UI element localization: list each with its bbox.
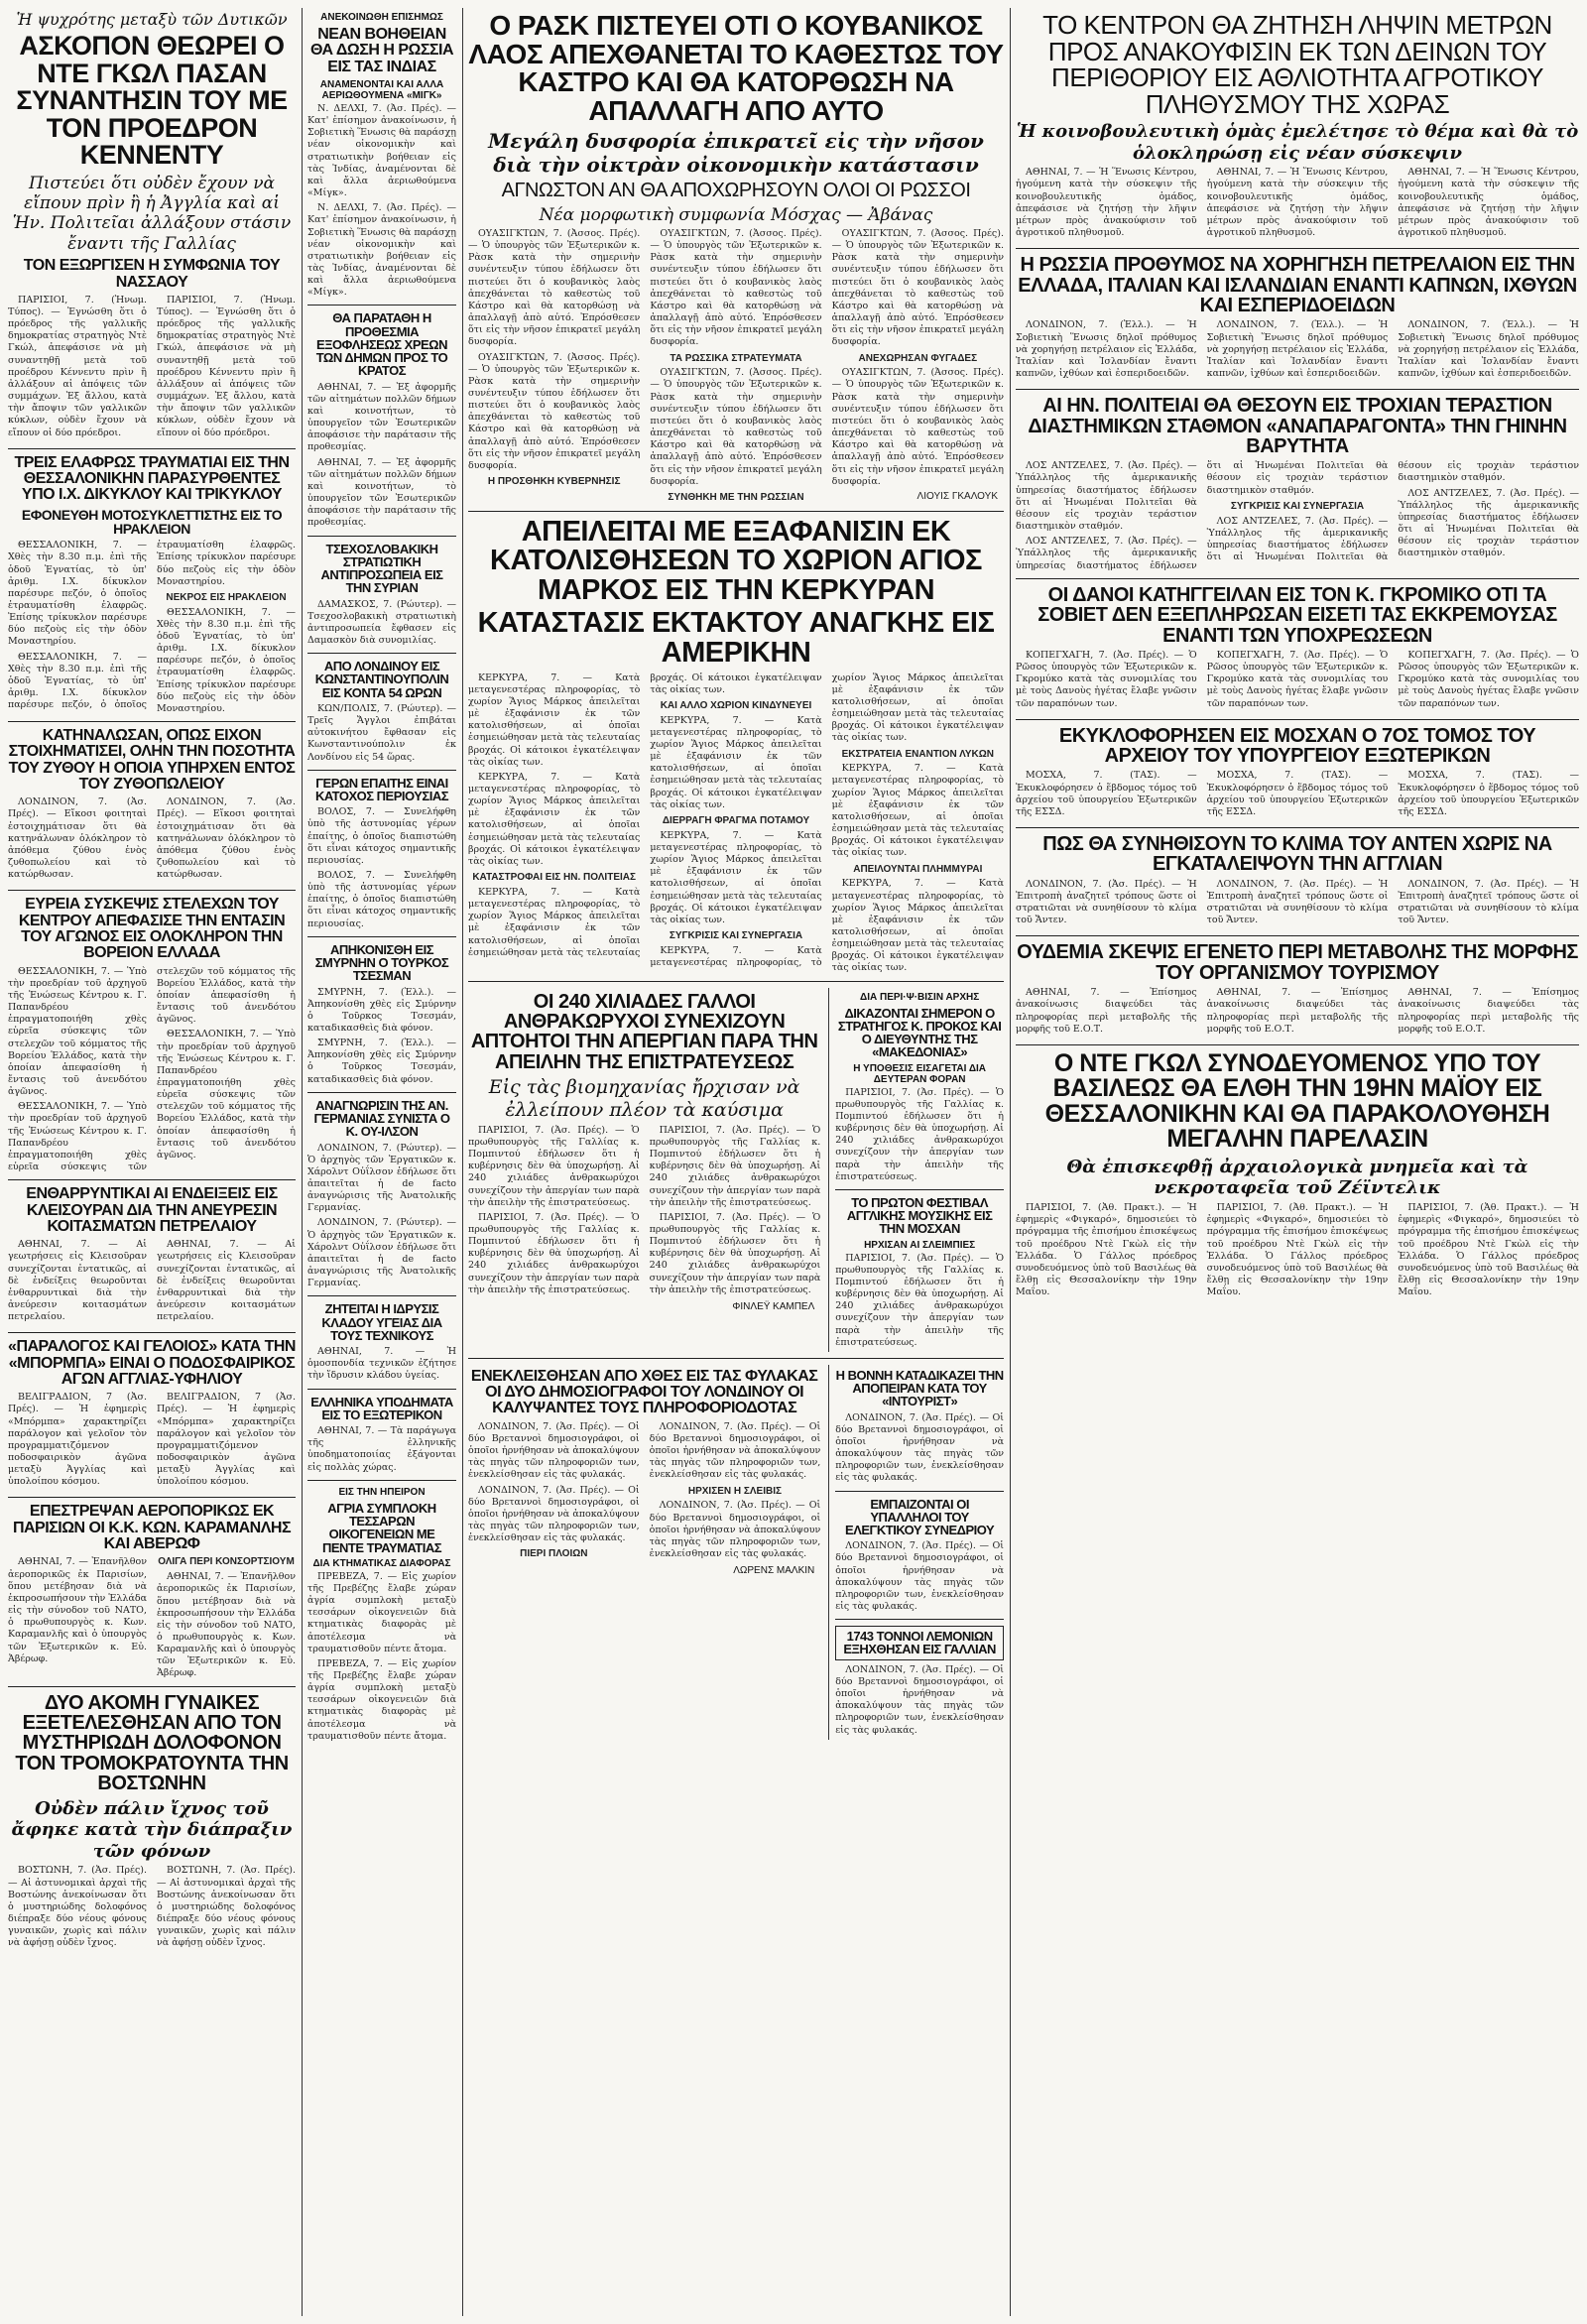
article-body: ΛΟΝΔΙΝΟΝ, 7. (Ἀσ. Πρές). — Οἱ δύο Βρεταννοὶ δημοσιογράφοι, οἱ ὁποῖοι ἠρνήθησαν νὰ ἀποκαλύψουν τὰς πηγὰς τῶν πληροφοριῶν των, ἐνεκλείσθησαν εἰς τὰς φυλακάς. xyxy=(835,1540,1004,1613)
subheading: ΣΥΓΚΡΙΣΙΣ ΚΑΙ ΣΥΝΕΡΓΑΣΙΑ xyxy=(669,929,803,941)
divider xyxy=(307,770,456,771)
headline: ΕΚΥΚΛΟΦΟΡΗΣΕΝ ΕΙΣ ΜΟΣΧΑΝ Ο 7ΟΣ ΤΟΜΟΣ ΤΟΥ ΑΡΧΕΙΟΥ ΤΟΥ ΥΠΟΥΡΓΕΙΟΥ ΕΞΩΤΕΡΙΚΩΝ xyxy=(1058,724,1536,768)
headline: ΟΙ 240 ΧΙΛΙΑΔΕΣ ΓΑΛΛΟΙ ΑΝΘΡΑΚΩΡΥΧΟΙ ΣΥΝΕΧΙΖΟΥΝ ΑΠΤΟΗΤΟΙ ΤΗΝ ΑΠΕΡΓΙΑΝ ΠΑΡΑ ΤΗΝ ΑΠΕΙΛΗΝ ΤΗΣ ΕΠΙΣΤΡΑΤΕΥΣΕΩΣ xyxy=(470,990,818,1073)
subheading: ΑΝΑΜΕΝΟΝΤΑΙ ΚΑΙ ΑΛΛΑ ΑΕΡΙΩΘΟΥΜΕΝΑ «ΜΙΓΚ» xyxy=(319,78,444,101)
subheading: ΔΙΑ ΚΤΗΜΑΤΙΚΑΣ ΔΙΑΦΟΡΑΣ xyxy=(312,1557,451,1569)
side-articles-bottom xyxy=(828,1365,1004,1740)
divider xyxy=(1016,935,1579,936)
deck: Οὐδὲν πάλιν ἴχνος τοῦ ἄφηκε κατὰ τὴν διάπραξιν τῶν φόνων xyxy=(11,1797,293,1862)
article-body: ΛΟΝΔΙΝΟΝ, 7. (Ρώυτερ). — Ὁ ἀρχηγὸς τῶν Ἐργατικῶν κ. Χάρολντ Οὐΐλσον ἐδήλωσε ὅτι ἀπαιτεῖται ἡ de facto ἀναγνώρισις τῆς Ἀνατολικῆς Γερμανίας. ΛΟΝΔΙΝΟΝ, 7. (Ρώυτερ). — Ὁ ἀρχηγὸς τῶν Ἐργατικῶν κ. Χάρολντ Οὐΐλσον ἐδήλωσε ὅτι ἀπαιτεῖται ἡ de facto ἀναγνώρισις τῆς Ἀνατολικῆς Γερμανίας. xyxy=(307,1142,456,1289)
subheading: ΚΑΤΑΣΤΡΟΦΑΙ ΕΙΣ ΗΝ. ΠΟΛΙΤΕΙΑΣ xyxy=(472,872,636,884)
subheading: ΠΙΕΡΙ ΠΛΟΙΩΝ xyxy=(520,1548,588,1560)
article-body: ΛΟΝΔΙΝΟΝ, 7. (Ἀσ. Πρές). — Ἡ Ἐπιτροπὴ ἀναζητεῖ τρόπους ὥστε οἱ στρατιῶται νὰ συνηθίσουν τὸ κλίμα τοῦ Ἄντεν. ΛΟΝΔΙΝΟΝ, 7. (Ἀσ. Πρές). — Ἡ Ἐπιτροπὴ ἀναζητεῖ τρόπους ὥστε οἱ στρατιῶται νὰ συνηθίσουν τὸ κλίμα τοῦ Ἄντεν. ΛΟΝΔΙΝΟΝ, 7. (Ἀσ. Πρές). — Ἡ Ἐπιτροπὴ ἀναζητεῖ τρόπους ὥστε οἱ στρατιῶται νὰ συνηθίσουν τὸ κλίμα τοῦ Ἄντεν. xyxy=(1016,878,1579,926)
headline: ΕΥΡΕΙΑ ΣΥΣΚΕΨΙΣ ΣΤΕΛΕΧΩΝ ΤΟΥ ΚΕΝΤΡΟΥ ΑΠΕΦΑΣΙΣΕ ΤΗΝ ΕΝΤΑΣΙΝ ΤΟΥ ΑΓΩΝΟΣ ΕΙΣ ΟΛΟΚΛΗΡΟΝ ΤΗΝ ΒΟΡΕΙΟΝ ΕΛΛΑΔΑ xyxy=(18,896,286,962)
article-body: ΑΘΗΝΑΙ, 7. — Ἐπανῆλθον ἀεροπορικῶς ἐκ Παρισίων, ὅπου μετέβησαν διὰ νὰ ἐκπροσωπήσουν τὴν Ἑλλάδα εἰς τὴν σύνοδον τοῦ ΝΑΤΟ, ὁ πρωθυπουργὸς κ. Κων. Καραμανλῆς καὶ ὁ ὑπουργὸς τῶν Ἐξωτερικῶν κ. Εὐ. Ἀβέρωφ. ΟΛΙΓΑ ΠΕΡΙ ΚΟΝΣΟΡΤΣΙΟΥΜ ΑΘΗΝΑΙ, 7. — Ἐπανῆλθον ἀεροπορικῶς ἐκ Παρισίων, ὅπου μετέβησαν διὰ νὰ ἐκπροσωπήσουν τὴν Ἑλλάδα εἰς τὴν σύνοδον τοῦ ΝΑΤΟ, ὁ πρωθυπουργὸς κ. Κων. Καραμανλῆς καὶ ὁ ὑπουργὸς τῶν Ἐξωτερικῶν κ. Εὐ. Ἀβέρωφ. xyxy=(8,1556,296,1679)
kicker: Ἡ ψυχρότης μεταξὺ τῶν Δυτικῶν xyxy=(16,10,288,29)
article-body: ΑΘΗΝΑΙ, 7. — Ἡ Ἕνωσις Κέντρου, ἠγούμενη κατὰ τὴν σύσκεψιν τῆς κοινοβουλευτικῆς ὁμάδος, ἀπεφάσισε νὰ ζητήσῃ τὴν λῆψιν μέτρων πρὸς ἀνακούφισιν τοῦ ἀγροτικοῦ πληθυσμοῦ. ΑΘΗΝΑΙ, 7. — Ἡ Ἕνωσις Κέντρου, ἠγούμενη κατὰ τὴν σύσκεψιν τῆς κοινοβουλευτικῆς ὁμάδος, ἀπεφάσισε νὰ ζητήσῃ τὴν λῆψιν μέτρων πρὸς ἀνακούφισιν τοῦ ἀγροτικοῦ πληθυσμοῦ. ΑΘΗΝΑΙ, 7. — Ἡ Ἕνωσις Κέντρου, ἠγούμενη κατὰ τὴν σύσκεψιν τῆς κοινοβουλευτικῆς ὁμάδος, ἀπεφάσισε νὰ ζητήσῃ τὴν λῆψιν μέτρων πρὸς ἀνακούφισιν τοῦ ἀγροτικοῦ πληθυσμοῦ. xyxy=(1016,167,1579,239)
subheading: ΔΙΕΡΡΑΓΗ ΦΡΑΓΜΑ ΠΟΤΑΜΟΥ xyxy=(662,814,810,826)
headline: ΤΣΕΧΟΣΛΟΒΑΚΙΚΗ ΣΤΡΑΤΙΩΤΙΚΗ ΑΝΤΙΠΡΟΣΩΠΕΙΑ ΕΙΣ ΤΗΝ ΣΥΡΙΑΝ xyxy=(320,541,443,596)
headline: ΤΡΕΙΣ ΕΛΑΦΡΩΣ ΤΡΑΥΜΑΤΙΑΙ ΕΙΣ ΤΗΝ ΘΕΣΣΑΛΟΝΙΚΗΝ ΠΑΡΑΣΥΡΘΕΝΤΕΣ ΥΠΟ Ι.Χ. ΔΙΚΥΚΛΟΥ ΚΑΙ ΤΡΙΚΥΚΛΟΥ xyxy=(14,453,290,504)
article-body: ΔΑΜΑΣΚΟΣ, 7. (Ρώυτερ). — Τσεχοσλοβακικὴ στρατιωτικὴ ἀντιπροσωπεία ἔφθασεν εἰς Δαμασκὸν διὰ συνομιλίας. xyxy=(307,598,456,647)
headline: 1743 ΤΟΝΝΟΙ ΛΕΜΟΝΙΩΝ ΕΞΗΧΘΗΣΑΝ ΕΙΣ ΓΑΛΛΙΑΝ xyxy=(835,1626,1004,1660)
divider xyxy=(1016,1044,1579,1045)
subheading: ΕΙΣ ΤΗΝ ΗΠΕΙΡΟΝ xyxy=(338,1486,426,1498)
article-body: ΠΑΡΙΣΙΟΙ, 7. (Ἠνωμ. Τύπος). — Ἐγνώσθη ὅτι ὁ πρόεδρος τῆς γαλλικῆς δημοκρατίας στρατηγὸς Ντὲ Γκώλ, ἀπεφάσισε νὰ μὴ συναντηθῇ μετὰ τοῦ προέδρου Κέννεντυ πρὶν ἢ ἀλλάξουν αἱ ἀπόψεις τῶν συμμάχων. Ἐξ ἄλλου, κατὰ τὴν ἄποψιν τῶν γαλλικῶν κύκλων, οὐδὲν ἔχουν νὰ εἴπουν οἱ δύο πρόεδροι. ΠΑΡΙΣΙΟΙ, 7. (Ἠνωμ. Τύπος). — Ἐγνώσθη ὅτι ὁ πρόεδρος τῆς γαλλικῆς δημοκρατίας στρατηγὸς Ντὲ Γκώλ, ἀπεφάσισε νὰ μὴ συναντηθῇ μετὰ τοῦ προέδρου Κέννεντυ πρὶν ἢ ἀλλάξουν αἱ ἀπόψεις τῶν συμμάχων. Ἐξ ἄλλου, κατὰ τὴν ἄποψιν τῶν γαλλικῶν κύκλων, οὐδὲν ἔχουν νὰ εἴπουν οἱ δύο πρόεδροι. xyxy=(8,294,296,438)
headline: ΑΠΟ ΛΟΝΔΙΝΟΥ ΕΙΣ ΚΩΝΣΤΑΝΤΙΝΟΥΠΟΛΙΝ ΕΙΣ ΚΟΝΤΑ 54 ΩΡΩΝ xyxy=(314,659,449,700)
article-body: ΚΕΡΚΥΡΑ, 7. — Κατὰ μεταγενεστέρας πληροφορίας, τὸ χωρίον Ἅγιος Μάρκος ἀπειλεῖται μὲ ἐξαφάνισιν ἐκ τῶν κατολισθήσεων, αἱ ὁποῖαι ἐσημειώθησαν μετὰ τὰς τελευταίας βροχάς. Οἱ κάτοικοι ἐγκατέλειψαν τὰς οἰκίας των. ΚΕΡΚΥΡΑ, 7. — Κατὰ μεταγενεστέρας πληροφορίας, τὸ χωρίον Ἅγιος Μάρκος ἀπειλεῖται μὲ ἐξαφάνισιν ἐκ τῶν κατολισθήσεων, αἱ ὁποῖαι ἐσημειώθησαν μετὰ τὰς τελευταίας βροχάς. Οἱ κάτοικοι ἐγκατέλειψαν τὰς οἰκίας των. ΚΑΤΑΣΤΡΟΦΑΙ ΕΙΣ ΗΝ. ΠΟΛΙΤΕΙΑΣ ΚΕΡΚΥΡΑ, 7. — Κατὰ μεταγενεστέρας πληροφορίας, τὸ χωρίον Ἅγιος Μάρκος ἀπειλεῖται μὲ ἐξαφάνισιν ἐκ τῶν κατολισθήσεων, αἱ ὁποῖαι ἐσημειώθησαν μετὰ τὰς τελευταίας βροχάς. Οἱ κάτοικοι ἐγκατέλειψαν τὰς οἰκίας των. ΚΑΙ ΑΛΛΟ ΧΩΡΙΟΝ ΚΙΝΔΥΝΕΥΕΙ ΚΕΡΚΥΡΑ, 7. — Κατὰ μεταγενεστέρας πληροφορίας, τὸ χωρίον Ἅγιος Μάρκος ἀπειλεῖται μὲ ἐξαφάνισιν ἐκ τῶν κατολισθήσεων, αἱ ὁποῖαι ἐσημειώθησαν μετὰ τὰς τελευταίας βροχάς. Οἱ κάτοικοι ἐγκατέλειψαν τὰς οἰκίας των. ΔΙΕΡΡΑΓΗ ΦΡΑΓΜΑ ΠΟΤΑΜΟΥ ΚΕΡΚΥΡΑ, 7. — Κατὰ μεταγενεστέρας πληροφορίας, τὸ χωρίον Ἅγιος Μάρκος ἀπειλεῖται μὲ ἐξαφάνισιν ἐκ τῶν κατολισθήσεων, αἱ ὁποῖαι ἐσημειώθησαν μετὰ τὰς τελευταίας βροχάς. Οἱ κάτοικοι ἐγκατέλειψαν τὰς οἰκίας των. ΣΥΓΚΡΙΣΙΣ ΚΑΙ ΣΥΝΕΡΓΑΣΙΑ ΚΕΡΚΥΡΑ, 7. — Κατὰ μεταγενεστέρας πληροφορίας, τὸ χωρίον Ἅγιος Μάρκος ἀπειλεῖται μὲ ἐξαφάνισιν ἐκ τῶν κατολισθήσεων, αἱ ὁποῖαι ἐσημειώθησαν μετὰ τὰς τελευταίας βροχάς. Οἱ κάτοικοι ἐγκατέλειψαν τὰς οἰκίας των. ΕΚΣΤΡΑΤΕΙΑ ΕΝΑΝΤΙΟΝ ΛΥΚΩΝ ΚΕΡΚΥΡΑ, 7. — Κατὰ μεταγενεστέρας πληροφορίας, τὸ χωρίον Ἅγιος Μάρκος ἀπειλεῖται μὲ ἐξαφάνισιν ἐκ τῶν κατολισθήσεων, αἱ ὁποῖαι ἐσημειώθησαν μετὰ τὰς τελευταίας βροχάς. Οἱ κάτοικοι ἐγκατέλειψαν τὰς οἰκίας των. ΑΠΕΙΛΟΥΝΤΑΙ ΠΛΗΜΜΥΡΑΙ ΚΕΡΚΥΡΑ, 7. — Κατὰ μεταγενεστέρας πληροφορίας, τὸ χωρίον Ἅγιος Μάρκος ἀπειλεῖται μὲ ἐξαφάνισιν ἐκ τῶν κατολισθήσεων, αἱ ὁποῖαι ἐσημειώθησαν μετὰ τὰς τελευταίας βροχάς. Οἱ κάτοικοι ἐγκατέλειψαν τὰς οἰκίας των. xyxy=(468,672,1004,974)
subheading: ΟΛΙΓΑ ΠΕΡΙ ΚΟΝΣΟΡΤΣΙΟΥΜ xyxy=(158,1556,295,1568)
divider xyxy=(1016,578,1579,579)
article-body: ΜΟΣΧΑ, 7. (ΤΑΣ). — Ἐκυκλοφόρησεν ὁ ἕβδομος τόμος τοῦ ἀρχείου τοῦ ὑπουργείου Ἐξωτερικῶν τῆς ΕΣΣΔ. ΜΟΣΧΑ, 7. (ΤΑΣ). — Ἐκυκλοφόρησεν ὁ ἕβδομος τόμος τοῦ ἀρχείου τοῦ ὑπουργείου Ἐξωτερικῶν τῆς ΕΣΣΔ. ΜΟΣΧΑ, 7. (ΤΑΣ). — Ἐκυκλοφόρησεν ὁ ἕβδομος τόμος τοῦ ἀρχείου τοῦ ὑπουργείου Ἐξωτερικῶν τῆς ΕΣΣΔ. xyxy=(1016,770,1579,817)
divider xyxy=(8,1179,296,1180)
headline: ΔΙΚΑΖΟΝΤΑΙ ΣΗΜΕΡΟΝ Ο ΣΤΡΑΤΗΓΟΣ Κ. ΠΡΟΚΟΣ ΚΑΙ Ο ΔΙΕΥΘΥΝΤΗΣ ΤΗΣ «ΜΑΚΕΔΟΝΙΑΣ» xyxy=(837,1005,1002,1060)
subheading: ΑΠΕΙΛΟΥΝΤΑΙ ΠΛΗΜΜΥΡΑΙ xyxy=(853,863,983,875)
subheading: Η ΠΡΟΣΘΗΚΗ ΚΥΒΕΡΝΗΣΙΣ xyxy=(487,476,621,488)
bottom-block xyxy=(468,1365,1004,1740)
divider xyxy=(307,1295,456,1296)
kicker: ΑΝΕΚΟΙΝΩΘΗ ΕΠΙΣΗΜΩΣ xyxy=(320,12,443,23)
article-body: ΑΘΗΝΑΙ, 7. — Τὰ παράγωγα τῆς ἑλληνικῆς ὑποδηματοποιίας ἐξάγονται εἰς πολλὰς χώρας. xyxy=(307,1425,456,1473)
divider xyxy=(307,1092,456,1093)
article-body: ΒΟΣΤΩΝΗ, 7. (Ἀσ. Πρές). — Αἱ ἀστυνομικαὶ ἀρχαὶ τῆς Βοστώνης ἀνεκοίνωσαν ὅτι ὁ μυστηριώδης δολοφόνος διέπραξε δύο νέους φόνους γυναικῶν, χωρὶς καὶ πάλιν νὰ ἀφήσῃ οὐδὲν ἴχνος. ΒΟΣΤΩΝΗ, 7. (Ἀσ. Πρές). — Αἱ ἀστυνομικαὶ ἀρχαὶ τῆς Βοστώνης ἀνεκοίνωσαν ὅτι ὁ μυστηριώδης δολοφόνος διέπραξε δύο νέους φόνους γυναικῶν, χωρὶς καὶ πάλιν νὰ ἀφήσῃ οὐδὲν ἴχνος. xyxy=(8,1865,296,1949)
headline: ΑΓΡΙΑ ΣΥΜΠΛΟΚΗ ΤΕΣΣΑΡΩΝ ΟΙΚΟΓΕΝΕΙΩΝ ΜΕ ΠΕΝΤΕ ΤΡΑΥΜΑΤΙΑΣ xyxy=(321,1500,442,1555)
subheading: ΤΑ ΡΩΣΣΙΚΑ ΣΤΡΑΤΕΥΜΑΤΑ xyxy=(670,352,802,364)
article-body: ΒΟΛΟΣ, 7. — Συνελήφθη ὑπὸ τῆς ἀστυνομίας γέρων ἐπαίτης, ὁ ὁποῖος διαπιστώθη ὅτι εἶναι κάτοχος σημαντικῆς περιουσίας. ΒΟΛΟΣ, 7. — Συνελήφθη ὑπὸ τῆς ἀστυνομίας γέρων ἐπαίτης, ὁ ὁποῖος διαπιστώθη ὅτι εἶναι κάτοχος σημαντικῆς περιουσίας. xyxy=(307,806,456,929)
headline: ΚΑΤΗΝΑΛΩΣΑΝ, ΟΠΩΣ ΕΙΧΟΝ ΣΤΟΙΧΗΜΑΤΙΣΕΙ, ΟΛΗΝ ΤΗΝ ΠΟΣΟΤΗΤΑ ΤΟΥ ΖΥΘΟΥ Η ΟΠΟΙΑ ΥΠΗΡΧΕΝ ΕΝΤΟΣ ΤΟΥ ΖΥΘΟΠΩΛΕΙΟΥ xyxy=(8,727,296,793)
headline: ΔΥΟ ΑΚΟΜΗ ΓΥΝΑΙΚΕΣ ΕΞΕΤΕΛΕΣΘΗΣΑΝ ΑΠΟ ΤΟΝ ΜΥΣΤΗΡΙΩΔΗ ΔΟΛΟΦΟΝΟΝ ΤΟΝ ΤΡΟΜΟΚΡΑΤΟΥΝΤΑ ΤΗΝ ΒΟΣΤΩΝΗΝ xyxy=(15,1691,289,1795)
divider xyxy=(835,1619,1004,1620)
headline: Ο ΝΤΕ ΓΚΩΛ ΣΥΝΟΔΕΥΟΜΕΝΟΣ ΥΠΟ ΤΟΥ ΒΑΣΙΛΕΩΣ ΘΑ ΕΛΘΗ ΤΗΝ 19ΗΝ ΜΑΪΟΥ ΕΙΣ ΘΕΣΣΑΛΟΝΙΚΗΝ ΚΑΙ ΘΑ ΠΑΡΑΚΟΛΟΥΘΗΣΗ ΜΕΓΑΛΗΝ ΠΑΡΕΛΑΣΙΝ xyxy=(1044,1048,1550,1154)
subheading: Η ΥΠΟΘΕΣΙΣ ΕΙΣΑΓΕΤΑΙ ΔΙΑ ΔΕΥΤΕΡΑΝ ΦΟΡΑΝ xyxy=(853,1062,987,1085)
divider xyxy=(468,511,1004,512)
side-articles xyxy=(828,988,1004,1352)
article-body: ΛΟΝΔΙΝΟΝ, 7. (Ἀσ. Πρές). — Οἱ δύο Βρεταννοὶ δημοσιογράφοι, οἱ ὁποῖοι ἠρνήθησαν νὰ ἀποκαλύψουν τὰς πηγὰς τῶν πληροφοριῶν των, ἐνεκλείσθησαν εἰς τὰς φυλακάς. xyxy=(835,1411,1004,1484)
subheading: ΕΚΣΤΡΑΤΕΙΑ ΕΝΑΝΤΙΟΝ ΛΥΚΩΝ xyxy=(841,748,995,760)
headline: ΑΙ ΗΝ. ΠΟΛΙΤΕΙΑΙ ΘΑ ΘΕΣΟΥΝ ΕΙΣ ΤΡΟΧΙΑΝ ΤΕΡΑΣΤΙΟΝ ΔΙΑΣΤΗΜΙΚΩΝ ΣΤΑΘΜΟΝ «ΑΝΑΠΑΡΑΓΟΝΤΑ» ΤΗΝ ΓΗΙΝΗΝ ΒΑΡΥΤΗΤΑ xyxy=(1028,395,1567,457)
article-body: ΣΜΥΡΝΗ, 7. (Ἑλλ.). — Ἀπηκονίσθη χθὲς εἰς Σμύρνην ὁ Τοῦρκος Τσεσμάν, καταδικασθεὶς διὰ φόνον. ΣΜΥΡΝΗ, 7. (Ἑλλ.). — Ἀπηκονίσθη χθὲς εἰς Σμύρνην ὁ Τοῦρκος Τσεσμάν, καταδικασθεὶς διὰ φόνον. xyxy=(307,986,456,1085)
subheading: ΗΡΧΙΣΑΝ ΑΙ ΣΛΕΙΜΠΙΕΣ xyxy=(864,1239,976,1251)
deck: Πιστεύει ὅτι οὐδὲν ἔχουν νὰ εἴπουν πρὶν ἢ ἡ Ἀγγλία καὶ αἱ Ἡν. Πολιτεῖαι ἀλλάξουν στάσιν ἔναντι τῆς Γαλλίας xyxy=(12,173,292,254)
column-4 xyxy=(1016,8,1579,1301)
divider xyxy=(8,721,296,722)
article-body: ΒΕΛΙΓΡΑΔΙΟΝ, 7 (Ἀσ. Πρές). — Ἡ ἐφημερὶς «Μπόρμπα» χαρακτηρίζει παράλογον καὶ γελοῖον τὸν προγραμματιζόμενον ποδοσφαιρικὸν ἀγῶνα μεταξὺ Ἀγγλίας καὶ ὑπολοίπου κόσμου. ΒΕΛΙΓΡΑΔΙΟΝ, 7 (Ἀσ. Πρές). — Ἡ ἐφημερὶς «Μπόρμπα» χαρακτηρίζει παράλογον καὶ γελοῖον τὸν προγραμματιζόμενον ποδοσφαιρικὸν ἀγῶνα μεταξὺ Ἀγγλίας καὶ ὑπολοίπου κόσμου. xyxy=(8,1392,296,1488)
divider xyxy=(8,1332,296,1333)
divider xyxy=(307,1389,456,1390)
article-body: ΚΟΠΕΓΧΑΓΗ, 7. (Ἀσ. Πρές). — Ὁ Ρῶσος ὑπουργὸς τῶν Ἐξωτερικῶν κ. Γκρομύκο κατὰ τὰς συνομιλίας του μὲ τοὺς Δανοὺς ἡγέτας ἔλαβε γνῶσιν τῶν παραπόνων των. ΚΟΠΕΓΧΑΓΗ, 7. (Ἀσ. Πρές). — Ὁ Ρῶσος ὑπουργὸς τῶν Ἐξωτερικῶν κ. Γκρομύκο κατὰ τὰς συνομιλίας του μὲ τοὺς Δανοὺς ἡγέτας ἔλαβε γνῶσιν τῶν παραπόνων των. ΚΟΠΕΓΧΑΓΗ, 7. (Ἀσ. Πρές). — Ὁ Ρῶσος ὑπουργὸς τῶν Ἐξωτερικῶν κ. Γκρομύκο κατὰ τὰς συνομιλίας του μὲ τοὺς Δανοὺς ἡγέτας ἔλαβε γνῶσιν τῶν παραπόνων των. xyxy=(1016,649,1579,709)
headline: Ο ΡΑΣΚ ΠΙΣΤΕΥΕΙ ΟΤΙ Ο ΚΟΥΒΑΝΙΚΟΣ ΛΑΟΣ ΑΠΕΧΘΑΝΕΤΑΙ ΤΟ ΚΑΘΕΣΤΩΣ ΤΟΥ ΚΑΣΤΡΟ ΚΑΙ ΘΑ ΚΑΤΟΡΘΩΣΗ ΝΑ ΑΠΑΛΛΑΓΗ ΑΠΟ ΑΥΤΟ xyxy=(468,10,1004,126)
divider xyxy=(307,536,456,537)
article-body: ΠΑΡΙΣΙΟΙ, 7. (Ἀσ. Πρές). — Ὁ πρωθυπουργὸς τῆς Γαλλίας κ. Πομπιντού ἐδήλωσεν ὅτι ἡ κυβέρνησις δὲν θὰ ὑποχωρήσῃ. Αἱ 240 χιλιάδες ἀνθρακωρύχοι συνεχίζουν τὴν ἀπεργίαν των παρὰ τὴν ἀπειλὴν τῆς ἐπιστρατεύσεως. ΠΑΡΙΣΙΟΙ, 7. (Ἀσ. Πρές). — Ὁ πρωθυπουργὸς τῆς Γαλλίας κ. Πομπιντού ἐδήλωσεν ὅτι ἡ κυβέρνησις δὲν θὰ ὑποχωρήσῃ. Αἱ 240 χιλιάδες ἀνθρακωρύχοι συνεχίζουν τὴν ἀπεργίαν των παρὰ τὴν ἀπειλὴν τῆς ἐπιστρατεύσεως. ΠΑΡΙΣΙΟΙ, 7. (Ἀσ. Πρές). — Ὁ πρωθυπουργὸς τῆς Γαλλίας κ. Πομπιντού ἐδήλωσεν ὅτι ἡ κυβέρνησις δὲν θὰ ὑποχωρήσῃ. Αἱ 240 χιλιάδες ἀνθρακωρύχοι συνεχίζουν τὴν ἀπεργίαν των παρὰ τὴν ἀπειλὴν τῆς ἐπιστρατεύσεως. ΠΑΡΙΣΙΟΙ, 7. (Ἀσ. Πρές). — Ὁ πρωθυπουργὸς τῆς Γαλλίας κ. Πομπιντού ἐδήλωσεν ὅτι ἡ κυβέρνησις δὲν θὰ ὑποχωρήσῃ. Αἱ 240 χιλιάδες ἀνθρακωρύχοι συνεχίζουν τὴν ἀπεργίαν των παρὰ τὴν ἀπειλὴν τῆς ἐπιστρατεύσεως. xyxy=(468,1124,821,1295)
article-body: ΠΑΡΙΣΙΟΙ, 7. (Ἀθ. Πρακτ.). — Ἡ ἐφημερὶς «Φιγκαρό», δημοσιεύει τὸ πρόγραμμα τῆς ἐπισήμου ἐπισκέψεως τοῦ προέδρου Ντὲ Γκὼλ εἰς τὴν Ἑλλάδα. Ὁ Γάλλος πρόεδρος συνοδευόμενος ὑπὸ τοῦ Βασιλέως θὰ ἔλθῃ εἰς Θεσσαλονίκην τὴν 19ην Μαΐου. ΠΑΡΙΣΙΟΙ, 7. (Ἀθ. Πρακτ.). — Ἡ ἐφημερὶς «Φιγκαρό», δημοσιεύει τὸ πρόγραμμα τῆς ἐπισήμου ἐπισκέψεως τοῦ προέδρου Ντὲ Γκὼλ εἰς τὴν Ἑλλάδα. Ὁ Γάλλος πρόεδρος συνοδευόμενος ὑπὸ τοῦ Βασιλέως θὰ ἔλθῃ εἰς Θεσσαλονίκην τὴν 19ην Μαΐου. ΠΑΡΙΣΙΟΙ, 7. (Ἀθ. Πρακτ.). — Ἡ ἐφημερὶς «Φιγκαρό», δημοσιεύει τὸ πρόγραμμα τῆς ἐπισήμου ἐπισκέψεως τοῦ προέδρου Ντὲ Γκὼλ εἰς τὴν Ἑλλάδα. Ὁ Γάλλος πρόεδρος συνοδευόμενος ὑπὸ τοῦ Βασιλέως θὰ ἔλθῃ εἰς Θεσσαλονίκην τὴν 19ην Μαΐου. xyxy=(1016,1202,1579,1298)
headline: ΖΗΤΕΙΤΑΙ Η ΙΔΡΥΣΙΣ ΚΛΑΔΟΥ ΥΓΕΙΑΣ ΔΙΑ ΤΟΥΣ ΤΕΧΝΙΚΟΥΣ xyxy=(321,1301,442,1343)
headline: ΤΟ ΚΕΝΤΡΟΝ ΘΑ ΖΗΤΗΣΗ ΛΗΨΙΝ ΜΕΤΡΩΝ ΠΡΟΣ ΑΝΑΚΟΥΦΙΣΙΝ ΕΚ ΤΩΝ ΔΕΙΝΩΝ ΤΟΥ ΠΕΡΙΘΟΡΙΟΥ ΕΙΣ ΑΘΛΙΟΤΗΤΑ ΑΓΡΟΤΙΚΟΥ ΠΛΗΘΥΣΜΟΥ ΤΗΣ ΧΩΡΑΣ xyxy=(1042,10,1552,119)
divider xyxy=(307,305,456,306)
column-1 xyxy=(8,8,296,1952)
article-body: ΛΟΣ ΑΝΤΖΕΛΕΣ, 7. (Ἀσ. Πρές). — Ὑπάλληλος τῆς ἀμερικανικῆς ὑπηρεσίας διαστήματος ἐδήλωσεν ὅτι αἱ Ἡνωμέναι Πολιτεῖαι θὰ θέσουν εἰς τροχιὰν τεράστιον διαστημικὸν σταθμόν. ΛΟΣ ΑΝΤΖΕΛΕΣ, 7. (Ἀσ. Πρές). — Ὑπάλληλος τῆς ἀμερικανικῆς ὑπηρεσίας διαστήματος ἐδήλωσεν ὅτι αἱ Ἡνωμέναι Πολιτεῖαι θὰ θέσουν εἰς τροχιὰν τεράστιον διαστημικὸν σταθμόν. ΣΥΓΚΡΙΣΙΣ ΚΑΙ ΣΥΝΕΡΓΑΣΙΑ ΛΟΣ ΑΝΤΖΕΛΕΣ, 7. (Ἀσ. Πρές). — Ὑπάλληλος τῆς ἀμερικανικῆς ὑπηρεσίας διαστήματος ἐδήλωσεν ὅτι αἱ Ἡνωμέναι Πολιτεῖαι θὰ θέσουν εἰς τροχιὰν τεράστιον διαστημικὸν σταθμόν. ΛΟΣ ΑΝΤΖΕΛΕΣ, 7. (Ἀσ. Πρές). — Ὑπάλληλος τῆς ἀμερικανικῆς ὑπηρεσίας διαστήματος ἐδήλωσεν ὅτι αἱ Ἡνωμέναι Πολιτεῖαι θὰ θέσουν εἰς τροχιὰν τεράστιον διαστημικὸν σταθμόν. xyxy=(1016,460,1579,571)
headline: ΟΙ ΔΑΝΟΙ ΚΑΤΗΓΓΕΙΛΑΝ ΕΙΣ ΤΟΝ Κ. ΓΚΡΟΜΙΚΟ ΟΤΙ ΤΑ ΣΟΒΙΕΤ ΔΕΝ ΕΞΕΠΛΗΡΩΣΑΝ ΕΙΣΕΤΙ ΤΑΣ ΕΚΚΡΕΜΟΥΣΑΣ ΕΝΑΝΤΙ ΤΩΝ ΥΠΟΧΡΕΩΣΕΩΝ xyxy=(1038,583,1557,647)
subheading: ΗΡΧΙΣΕΝ Η ΣΛΕΙΒΙΣ xyxy=(687,1485,782,1497)
column-3 xyxy=(468,8,1004,1740)
byline: ΛΙΟΥΙΣ ΓΚΑΛΟΥΚ xyxy=(916,490,998,502)
headline: Η ΒΟΝΝΗ ΚΑΤΑΔΙΚΑΖΕΙ ΤΗΝ ΑΠΟΠΕΙΡΑΝ ΚΑΤΑ ΤΟΥ «ΙΝΤΟΥΡΙΣΤ» xyxy=(835,1367,1004,1409)
article-body: ΛΟΝΔΙΝΟΝ, 7. (Ἀσ. Πρές). — Οἱ δύο Βρεταννοὶ δημοσιογράφοι, οἱ ὁποῖοι ἠρνήθησαν νὰ ἀποκαλύψουν τὰς πηγὰς τῶν πληροφοριῶν των, ἐνεκλείσθησαν εἰς τὰς φυλακάς. xyxy=(835,1663,1004,1736)
column-rule xyxy=(462,8,463,2316)
divider xyxy=(8,1686,296,1687)
article-body: ΑΘΗΝΑΙ, 7. — Ἐξ ἀφορμῆς τῶν αἰτημάτων πολλῶν δήμων καὶ κοινοτήτων, τὸ ὑπουργεῖον τῶν Ἐσωτερικῶν ἀποφάσισε τὴν παράτασιν τῆς προθεσμίας. ΑΘΗΝΑΙ, 7. — Ἐξ ἀφορμῆς τῶν αἰτημάτων πολλῶν δήμων καὶ κοινοτήτων, τὸ ὑπουργεῖον τῶν Ἐσωτερικῶν ἀποφάσισε τὴν παράτασιν τῆς προθεσμίας. xyxy=(307,381,456,529)
article-body: ΠΑΡΙΣΙΟΙ, 7. (Ἀσ. Πρές). — Ὁ πρωθυπουργὸς τῆς Γαλλίας κ. Πομπιντού ἐδήλωσεν ὅτι ἡ κυβέρνησις δὲν θὰ ὑποχωρήσῃ. Αἱ 240 χιλιάδες ἀνθρακωρύχοι συνεχίζουν τὴν ἀπεργίαν των παρὰ τὴν ἀπειλὴν τῆς ἐπιστρατεύσεως. xyxy=(835,1086,1004,1182)
headline: ΕΝΘΑΡΡΥΝΤΙΚΑΙ ΑΙ ΕΝΔΕΙΞΕΙΣ ΕΙΣ ΚΛΕΙΣΟΥΡΑΝ ΔΙΑ ΤΗΝ ΑΝΕΥΡΕΣΙΝ ΚΟΙΤΑΣΜΑΤΩΝ ΠΕΤΡΕΛΑΙΟΥ xyxy=(26,1185,278,1235)
article-body: Ν. ΔΕΛΧΙ, 7. (Ἀσ. Πρές). — Κατ' ἐπίσημον ἀνακοίνωσιν, ἡ Σοβιετικὴ Ἕνωσις θὰ παράσχῃ νέαν οἰκονομικὴν καὶ στρατιωτικὴν βοήθειαν εἰς τὰς Ἰνδίας, ἀναμένονται δὲ καὶ ἄλλα ἀεριωθούμενα «Μίγκ». Ν. ΔΕΛΧΙ, 7. (Ἀσ. Πρές). — Κατ' ἐπίσημον ἀνακοίνωσιν, ἡ Σοβιετικὴ Ἕνωσις θὰ παράσχῃ νέαν οἰκονομικὴν καὶ στρατιωτικὴν βοήθειαν εἰς τὰς Ἰνδίας, ἀναμένονται δὲ καὶ ἄλλα ἀεριωθούμενα «Μίγκ». xyxy=(307,102,456,299)
divider xyxy=(307,936,456,937)
subheading: ΔΙΑ ΠΕΡΙ·Ψ·ΒΙΣΙΝ ΑΡΧΗΣ xyxy=(860,991,980,1003)
article-body: ΘΕΣΣΑΛΟΝΙΚΗ, 7. — Ὑπὸ τὴν προεδρίαν τοῦ ἀρχηγοῦ τῆς Ἑνώσεως Κέντρου κ. Γ. Παπανδρέου ἐπραγματοποιήθη χθὲς εὐρεῖα σύσκεψις τῶν στελεχῶν τοῦ κόμματος τῆς Βορείου Ἑλλάδος, κατὰ τὴν ὁποίαν ἀπεφασίσθη ἡ ἔντασις τοῦ ἀνενδότου ἀγῶνος. ΘΕΣΣΑΛΟΝΙΚΗ, 7. — Ὑπὸ τὴν προεδρίαν τοῦ ἀρχηγοῦ τῆς Ἑνώσεως Κέντρου κ. Γ. Παπανδρέου ἐπραγματοποιήθη χθὲς εὐρεῖα σύσκεψις τῶν στελεχῶν τοῦ κόμματος τῆς Βορείου Ἑλλάδος, κατὰ τὴν ὁποίαν ἀπεφασίσθη ἡ ἔντασις τοῦ ἀνενδότου ἀγῶνος. ΘΕΣΣΑΛΟΝΙΚΗ, 7. — Ὑπὸ τὴν προεδρίαν τοῦ ἀρχηγοῦ τῆς Ἑνώσεως Κέντρου κ. Γ. Παπανδρέου ἐπραγματοποιήθη χθὲς εὐρεῖα σύσκεψις τῶν στελεχῶν τοῦ κόμματος τῆς Βορείου Ἑλλάδος, κατὰ τὴν ὁποίαν ἀπεφασίσθη ἡ ἔντασις τοῦ ἀνενδότου ἀγῶνος. xyxy=(8,965,296,1173)
divider xyxy=(8,448,296,449)
divider xyxy=(1016,827,1579,828)
divider xyxy=(835,1491,1004,1492)
strike-article xyxy=(468,988,820,1352)
article-body: ΑΘΗΝΑΙ, 7. — Ἡ ὁμοσπονδία τεχνικῶν ἐζήτησε τὴν ἵδρυσιν κλάδου ὑγείας. xyxy=(307,1346,456,1382)
journalists-article xyxy=(468,1365,820,1740)
headline: ΕΠΕΣΤΡΕΨΑΝ ΑΕΡΟΠΟΡΙΚΩΣ ΕΚ ΠΑΡΙΣΙΩΝ ΟΙ Κ.Κ. ΚΩΝ. ΚΑΡΑΜΑΝΛΗΣ ΚΑΙ ΑΒΕΡΩΦ xyxy=(12,1503,292,1553)
article-body: ΛΟΝΔΙΝΟΝ, 7. (Ἀσ. Πρές). — Εἴκοσι φοιτηταὶ ἐστοιχημάτισαν ὅτι θὰ κατηνάλωναν ὁλόκληρον τὸ ἀπόθεμα ζύθου ἑνὸς ζυθοπωλείου καὶ τὸ κατώρθωσαν. ΛΟΝΔΙΝΟΝ, 7. (Ἀσ. Πρές). — Εἴκοσι φοιτηταὶ ἐστοιχημάτισαν ὅτι θὰ κατηνάλωναν ὁλόκληρον τὸ ἀπόθεμα ζύθου ἑνὸς ζυθοπωλείου καὶ τὸ κατώρθωσαν. xyxy=(8,796,296,881)
headline: ΘΑ ΠΑΡΑΤΑΘΗ Η ΠΡΟΘΕΣΜΙΑ ΕΞΟΦΛΗΣΕΩΣ ΧΡΕΩΝ ΤΩΝ ΔΗΜΩΝ ΠΡΟΣ ΤΟ ΚΡΑΤΟΣ xyxy=(315,310,448,379)
headline: ΑΠΕΙΛΕΙΤΑΙ ΜΕ ΕΞΑΦΑΝΙΣΙΝ ΕΚ ΚΑΤΟΛΙΣΘΗΣΕΩΝ ΤΟ ΧΩΡΙΟΝ ΑΓΙΟΣ ΜΑΡΚΟΣ ΕΙΣ ΤΗΝ ΚΕΡΚΥΡΑΝ xyxy=(490,515,982,606)
article-body: ΑΘΗΝΑΙ, 7. — Ἐπίσημος ἀνακοίνωσις διαψεύδει τὰς πληροφορίας περὶ μεταβολῆς τῆς μορφῆς τοῦ Ε.Ο.Τ. ΑΘΗΝΑΙ, 7. — Ἐπίσημος ἀνακοίνωσις διαψεύδει τὰς πληροφορίας περὶ μεταβολῆς τῆς μορφῆς τοῦ Ε.Ο.Τ. ΑΘΗΝΑΙ, 7. — Ἐπίσημος ἀνακοίνωσις διαψεύδει τὰς πληροφορίας περὶ μεταβολῆς τῆς μορφῆς τοῦ Ε.Ο.Τ. xyxy=(1016,987,1579,1035)
headline: ΝΕΑΝ ΒΟΗΘΕΙΑΝ ΘΑ ΔΩΣΗ Η ΡΩΣΣΙΑ ΕΙΣ ΤΑΣ ΙΝΔΙΑΣ xyxy=(309,26,454,75)
divider xyxy=(468,1358,1004,1359)
deck: Νέα μορφωτικὴ συμφωνία Μόσχας — Ἀβάνας xyxy=(539,204,933,225)
deck: Εἰς τὰς βιομηχανίας ἤρχισαν νὰ ἐλλείπουν πλέον τὰ καύσιμα xyxy=(488,1076,800,1121)
subheading: ΣΥΝΘΗΚΗ ΜΕ ΤΗΝ ΡΩΣΣΙΑΝ xyxy=(668,491,804,503)
deck: Ἡ κοινοβουλευτικὴ ὁμὰς ἐμελέτησε τὸ θέμα καὶ θὰ τὸ ὁλοκληρώσῃ εἰς νέαν σύσκεψιν xyxy=(1016,121,1579,164)
headline: ΕΝΕΚΛΕΙΣΘΗΣΑΝ ΑΠΟ ΧΘΕΣ ΕΙΣ ΤΑΣ ΦΥΛΑΚΑΣ ΟΙ ΔΥΟ ΔΗΜΟΣΙΟΓΡΑΦΟΙ ΤΟΥ ΛΟΝΔΙΝΟΥ ΟΙ ΚΑΛΥΨΑΝΤΕΣ ΤΟΥΣ ΠΛΗΡΟΦΟΡΙΟΔΟΤΑΣ xyxy=(470,1367,818,1417)
divider xyxy=(835,1189,1004,1190)
headline: ΕΦΟΝΕΥΘΗ ΜΟΤΟΣΥΚΛΕΤΤΙΣΤΗΣ ΕΙΣ ΤΟ ΗΡΑΚΛΕΙΟΝ xyxy=(21,506,283,537)
headline: ΑΠΗΚΟΝΙΣΘΗ ΕΙΣ ΣΜΥΡΝΗΝ Ο ΤΟΥΡΚΟΣ ΤΣΕΣΜΑΝ xyxy=(314,941,449,984)
article-body: ΠΡΕΒΕΖΑ, 7. — Εἰς χωρίον τῆς Πρεβέζης ἔλαβε χώραν ἀγρία συμπλοκὴ μεταξὺ τεσσάρων οἰκογενειῶν διὰ κτηματικὰς διαφορὰς μὲ ἀποτέλεσμα νὰ τραυματισθοῦν πέντε ἄτομα. ΠΡΕΒΕΖΑ, 7. — Εἰς χωρίον τῆς Πρεβέζης ἔλαβε χώραν ἀγρία συμπλοκὴ μεταξὺ τεσσάρων οἰκογενειῶν διὰ κτηματικὰς διαφορὰς μὲ ἀποτέλεσμα νὰ τραυματισθοῦν πέντε ἄτομα. xyxy=(307,1570,456,1742)
divider xyxy=(8,1497,296,1498)
divider xyxy=(8,890,296,891)
headline: ΤΟ ΠΡΩΤΟΝ ΦΕΣΤΙΒΑΛ ΑΓΓΛΙΚΗΣ ΜΟΥΣΙΚΗΣ ΕΙΣ ΤΗΝ ΜΟΣΧΑΝ xyxy=(846,1194,993,1237)
headline: ΑΓΝΩΣΤΟΝ ΑΝ ΘΑ ΑΠΟΧΩΡΗΣΟΥΝ ΟΛΟΙ ΟΙ ΡΩΣΣΟΙ xyxy=(501,180,971,202)
article-body: ΛΟΝΔΙΝΟΝ, 7. (Ἀσ. Πρές). — Οἱ δύο Βρεταννοὶ δημοσιογράφοι, οἱ ὁποῖοι ἠρνήθησαν νὰ ἀποκαλύψουν τὰς πηγὰς τῶν πληροφοριῶν των, ἐνεκλείσθησαν εἰς τὰς φυλακάς. ΛΟΝΔΙΝΟΝ, 7. (Ἀσ. Πρές). — Οἱ δύο Βρεταννοὶ δημοσιογράφοι, οἱ ὁποῖοι ἠρνήθησαν νὰ ἀποκαλύψουν τὰς πηγὰς τῶν πληροφοριῶν των, ἐνεκλείσθησαν εἰς τὰς φυλακάς. ΠΙΕΡΙ ΠΛΟΙΩΝ ΛΟΝΔΙΝΟΝ, 7. (Ἀσ. Πρές). — Οἱ δύο Βρεταννοὶ δημοσιογράφοι, οἱ ὁποῖοι ἠρνήθησαν νὰ ἀποκαλύψουν τὰς πηγὰς τῶν πληροφοριῶν των, ἐνεκλείσθησαν εἰς τὰς φυλακάς. ΗΡΧΙΣΕΝ Η ΣΛΕΙΒΙΣ ΛΟΝΔΙΝΟΝ, 7. (Ἀσ. Πρές). — Οἱ δύο Βρεταννοὶ δημοσιογράφοι, οἱ ὁποῖοι ἠρνήθησαν νὰ ἀποκαλύψουν τὰς πηγὰς τῶν πληροφοριῶν των, ἐνεκλείσθησαν εἰς τὰς φυλακάς. xyxy=(468,1420,821,1560)
divider xyxy=(468,981,1004,982)
byline: ΦΙΝΛΕΫ ΚΑΜΠΕΛ xyxy=(732,1300,815,1312)
column-rule xyxy=(1010,8,1011,2316)
divider xyxy=(1016,389,1579,390)
deck: Μεγάλη δυσφορία ἐπικρατεῖ εἰς τὴν νῆσον διὰ τὴν οἰκτρὰν οἰκονομικὴν κατάστασιν xyxy=(488,129,984,178)
lower-block xyxy=(468,988,1004,1352)
headline: «ΠΑΡΑΛΟΓΟΣ ΚΑΙ ΓΕΛΟΙΟΣ» ΚΑΤΑ ΤΗΝ «ΜΠΟΡΜΠΑ» ΕΙΝΑΙ Ο ΠΟΔΟΣΦΑΙΡΙΚΟΣ ΑΓΩΝ ΑΓΓΛΙΑΣ-ΥΦΗΛΙΟΥ xyxy=(8,1338,296,1388)
headline: ΑΝΑΓΝΩΡΙΣΙΝ ΤΗΣ ΑΝ. ΓΕΡΜΑΝΙΑΣ ΣΥΝΙΣΤΑ Ο Κ. ΟΥ-ΙΛΣΟΝ xyxy=(313,1097,450,1140)
deck: Θὰ ἐπισκεφθῇ ἀρχαιολογικὰ μνημεῖα καὶ τὰ νεκροταφεῖα τοῦ Ζέϊντελικ xyxy=(1066,1156,1528,1199)
headline: ΓΕΡΩΝ ΕΠΑΙΤΗΣ ΕΙΝΑΙ ΚΑΤΟΧΟΣ ΠΕΡΙΟΥΣΙΑΣ xyxy=(314,775,449,803)
article-body: ΟΥΑΣΙΓΚΤΩΝ, 7. (Ἀσσος. Πρές). — Ὁ ὑπουργὸς τῶν Ἐξωτερικῶν κ. Ρὰσκ κατὰ τὴν σημερινὴν συνέντευξιν τύπου ἐδήλωσεν ὅτι πιστεύει ὅτι ὁ κουβανικὸς λαὸς ἀπεχθάνεται τὸ καθεστὼς τοῦ Κάστρο καὶ θὰ κατορθώσῃ νὰ ἀπαλλαγῇ ἀπὸ αὐτό. Ἐπρόσθεσεν ὅτι εἰς τὴν νῆσον ἐπικρατεῖ μεγάλη δυσφορία. ΟΥΑΣΙΓΚΤΩΝ, 7. (Ἀσσος. Πρές). — Ὁ ὑπουργὸς τῶν Ἐξωτερικῶν κ. Ρὰσκ κατὰ τὴν σημερινὴν συνέντευξιν τύπου ἐδήλωσεν ὅτι πιστεύει ὅτι ὁ κουβανικὸς λαὸς ἀπεχθάνεται τὸ καθεστὼς τοῦ Κάστρο καὶ θὰ κατορθώσῃ νὰ ἀπαλλαγῇ ἀπὸ αὐτό. Ἐπρόσθεσεν ὅτι εἰς τὴν νῆσον ἐπικρατεῖ μεγάλη δυσφορία. Η ΠΡΟΣΘΗΚΗ ΚΥΒΕΡΝΗΣΙΣ ΟΥΑΣΙΓΚΤΩΝ, 7. (Ἀσσος. Πρές). — Ὁ ὑπουργὸς τῶν Ἐξωτερικῶν κ. Ρὰσκ κατὰ τὴν σημερινὴν συνέντευξιν τύπου ἐδήλωσεν ὅτι πιστεύει ὅτι ὁ κουβανικὸς λαὸς ἀπεχθάνεται τὸ καθεστὼς τοῦ Κάστρο καὶ θὰ κατορθώσῃ νὰ ἀπαλλαγῇ ἀπὸ αὐτό. Ἐπρόσθεσεν ὅτι εἰς τὴν νῆσον ἐπικρατεῖ μεγάλη δυσφορία. ΤΑ ΡΩΣΣΙΚΑ ΣΤΡΑΤΕΥΜΑΤΑ ΟΥΑΣΙΓΚΤΩΝ, 7. (Ἀσσος. Πρές). — Ὁ ὑπουργὸς τῶν Ἐξωτερικῶν κ. Ρὰσκ κατὰ τὴν σημερινὴν συνέντευξιν τύπου ἐδήλωσεν ὅτι πιστεύει ὅτι ὁ κουβανικὸς λαὸς ἀπεχθάνεται τὸ καθεστὼς τοῦ Κάστρο καὶ θὰ κατορθώσῃ νὰ ἀπαλλαγῇ ἀπὸ αὐτό. Ἐπρόσθεσεν ὅτι εἰς τὴν νῆσον ἐπικρατεῖ μεγάλη δυσφορία. ΣΥΝΘΗΚΗ ΜΕ ΤΗΝ ΡΩΣΣΙΑΝ ΟΥΑΣΙΓΚΤΩΝ, 7. (Ἀσσος. Πρές). — Ὁ ὑπουργὸς τῶν Ἐξωτερικῶν κ. Ρὰσκ κατὰ τὴν σημερινὴν συνέντευξιν τύπου ἐδήλωσεν ὅτι πιστεύει ὅτι ὁ κουβανικὸς λαὸς ἀπεχθάνεται τὸ καθεστὼς τοῦ Κάστρο καὶ θὰ κατορθώσῃ νὰ ἀπαλλαγῇ ἀπὸ αὐτό. Ἐπρόσθεσεν ὅτι εἰς τὴν νῆσον ἐπικρατεῖ μεγάλη δυσφορία. ΑΝΕΧΩΡΗΣΑΝ ΦΥΓΑΔΕΣ ΟΥΑΣΙΓΚΤΩΝ, 7. (Ἀσσος. Πρές). — Ὁ ὑπουργὸς τῶν Ἐξωτερικῶν κ. Ρὰσκ κατὰ τὴν σημερινὴν συνέντευξιν τύπου ἐδήλωσεν ὅτι πιστεύει ὅτι ὁ κουβανικὸς λαὸς ἀπεχθάνεται τὸ καθεστὼς τοῦ Κάστρο καὶ θὰ κατορθώσῃ νὰ ἀπαλλαγῇ ἀπὸ αὐτό. Ἐπρόσθεσεν ὅτι εἰς τὴν νῆσον ἐπικρατεῖ μεγάλη δυσφορία. ΛΙΟΥΙΣ ΓΚΑΛΟΥΚ xyxy=(468,227,1004,503)
article-body: ΛΟΝΔΙΝΟΝ, 7. (Ἑλλ.). — Ἡ Σοβιετικὴ Ἕνωσις δηλοῖ πρόθυμος νὰ χορηγήσῃ πετρέλαιον εἰς Ἑλλάδα, Ἰταλίαν καὶ Ἰσλανδίαν ἔναντι καπνῶν, ἰχθύων καὶ ἐσπεριδοειδῶν. ΛΟΝΔΙΝΟΝ, 7. (Ἑλλ.). — Ἡ Σοβιετικὴ Ἕνωσις δηλοῖ πρόθυμος νὰ χορηγήσῃ πετρέλαιον εἰς Ἑλλάδα, Ἰταλίαν καὶ Ἰσλανδίαν ἔναντι καπνῶν, ἰχθύων καὶ ἐσπεριδοειδῶν. ΛΟΝΔΙΝΟΝ, 7. (Ἑλλ.). — Ἡ Σοβιετικὴ Ἕνωσις δηλοῖ πρόθυμος νὰ χορηγήσῃ πετρέλαιον εἰς Ἑλλάδα, Ἰταλίαν καὶ Ἰσλανδίαν ἔναντι καπνῶν, ἰχθύων καὶ ἐσπεριδοειδῶν. xyxy=(1016,319,1579,379)
divider xyxy=(307,653,456,654)
column-rule xyxy=(302,8,303,2316)
divider xyxy=(1016,719,1579,720)
headline: ΑΣΚΟΠΟΝ ΘΕΩΡΕΙ Ο ΝΤΕ ΓΚΩΛ ΠΑΣΑΝ ΣΥΝΑΝΤΗΣΙΝ ΤΟΥ ΜΕ ΤΟΝ ΠΡΟΕΔΡΟΝ ΚΕΝΝΕΝΤΥ xyxy=(16,31,288,171)
article-body: ΠΑΡΙΣΙΟΙ, 7. (Ἀσ. Πρές). — Ὁ πρωθυπουργὸς τῆς Γαλλίας κ. Πομπιντού ἐδήλωσεν ὅτι ἡ κυβέρνησις δὲν θὰ ὑποχωρήσῃ. Αἱ 240 χιλιάδες ἀνθρακωρύχοι συνεχίζουν τὴν ἀπεργίαν των παρὰ τὴν ἀπειλὴν τῆς ἐπιστρατεύσεως. xyxy=(835,1252,1004,1348)
divider xyxy=(1016,248,1579,249)
column-2 xyxy=(307,8,456,1746)
article-body: ΘΕΣΣΑΛΟΝΙΚΗ, 7. — Χθὲς τὴν 8.30 π.μ. ἐπὶ τῆς ὁδοῦ Ἐγνατίας, τὸ ὑπ' ἀριθμ. Ι.Χ. δίκυκλον παρέσυρε πεζόν, ὁ ὁποῖος ἐτραυματίσθη ἐλαφρῶς. Ἐπίσης τρίκυκλον παρέσυρε δύο πεζοὺς εἰς τὴν ὁδὸν Μοναστηρίου. ΘΕΣΣΑΛΟΝΙΚΗ, 7. — Χθὲς τὴν 8.30 π.μ. ἐπὶ τῆς ὁδοῦ Ἐγνατίας, τὸ ὑπ' ἀριθμ. Ι.Χ. δίκυκλον παρέσυρε πεζόν, ὁ ὁποῖος ἐτραυματίσθη ἐλαφρῶς. Ἐπίσης τρίκυκλον παρέσυρε δύο πεζοὺς εἰς τὴν ὁδὸν Μοναστηρίου. ΝΕΚΡΟΣ ΕΙΣ ΗΡΑΚΛΕΙΟΝ ΘΕΣΣΑΛΟΝΙΚΗ, 7. — Χθὲς τὴν 8.30 π.μ. ἐπὶ τῆς ὁδοῦ Ἐγνατίας, τὸ ὑπ' ἀριθμ. Ι.Χ. δίκυκλον παρέσυρε πεζόν, ὁ ὁποῖος ἐτραυματίσθη ἐλαφρῶς. Ἐπίσης τρίκυκλον παρέσυρε δύο πεζοὺς εἰς τὴν ὁδὸν Μοναστηρίου. xyxy=(8,540,296,714)
headline: Η ΡΩΣΣΙΑ ΠΡΟΘΥΜΟΣ ΝΑ ΧΟΡΗΓΗΣΗ ΠΕΤΡΕΛΑΙΟΝ ΕΙΣ ΤΗΝ ΕΛΛΑΔΑ, ΙΤΑΛΙΑΝ ΚΑΙ ΙΣΛΑΝΔΙΑΝ ΕΝΑΝΤΙ ΚΑΠΝΩΝ, ΙΧΘΥΩΝ ΚΑΙ ΕΣΠΕΡΙΔΟΕΙΔΩΝ xyxy=(1018,254,1577,316)
headline: ΤΟΝ ΕΞΩΡΓΙΣΕΝ Η ΣΥΜΦΩΝΙΑ ΤΟΥ ΝΑΣΣΑΟΥ xyxy=(23,257,281,291)
subheading: ΑΝΕΧΩΡΗΣΑΝ ΦΥΓΑΔΕΣ xyxy=(858,352,978,364)
subheading: ΚΑΙ ΑΛΛΟ ΧΩΡΙΟΝ ΚΙΝΔΥΝΕΥΕΙ xyxy=(660,699,812,711)
subheading: ΝΕΚΡΟΣ ΕΙΣ ΗΡΑΚΛΕΙΟΝ xyxy=(166,591,287,603)
divider xyxy=(307,1480,456,1481)
headline: ΕΜΠΑΙΖΟΝΤΑΙ ΟΙ ΥΠΑΛΛΗΛΟΙ ΤΟΥ ΕΛΕΓΚΤΙΚΟΥ ΣΥΝΕΔΡΙΟΥ xyxy=(845,1496,995,1538)
headline: ΕΛΛΗΝΙΚΑ ΥΠΟΔΗΜΑΤΑ ΕΙΣ ΤΟ ΕΞΩΤΕΡΙΚΟΝ xyxy=(310,1394,453,1422)
headline: ΠΩΣ ΘΑ ΣΥΝΗΘΙΣΟΥΝ ΤΟ ΚΛΙΜΑ ΤΟΥ ΑΝΤΕΝ ΧΩΡΙΣ ΝΑ ΕΓΚΑΤΑΛΕΙΨΟΥΝ ΤΗΝ ΑΓΓΛΙΑΝ xyxy=(1042,833,1552,876)
article-body: ΑΘΗΝΑΙ, 7. — Αἱ γεωτρήσεις εἰς Κλεισοῦραν συνεχίζονται ἐντατικῶς, αἱ δὲ ἐνδείξεις θεωροῦνται ἐνθαρρυντικαὶ διὰ τὴν ἀνεύρεσιν κοιτασμάτων πετρελαίου. ΑΘΗΝΑΙ, 7. — Αἱ γεωτρήσεις εἰς Κλεισοῦραν συνεχίζονται ἐντατικῶς, αἱ δὲ ἐνδείξεις θεωροῦνται ἐνθαρρυντικαὶ διὰ τὴν ἀνεύρεσιν κοιτασμάτων πετρελαίου. xyxy=(8,1239,296,1323)
article-body: ΚΩΝ/ΠΟΛΙΣ, 7. (Ρώυτερ). — Τρεῖς Ἄγγλοι ἐπιβάται αὐτοκινήτου ἔφθασαν εἰς Κωνσταντινούπολιν ἐκ Λονδίνου εἰς 54 ὥρας. xyxy=(307,702,456,763)
headline: ΚΑΤΑΣΤΑΣΙΣ ΕΚΤΑΚΤΟΥ ΑΝΑΓΚΗΣ ΕΙΣ ΑΜΕΡΙΚΗΝ xyxy=(477,607,995,669)
subheading: ΣΥΓΚΡΙΣΙΣ ΚΑΙ ΣΥΝΕΡΓΑΣΙΑ xyxy=(1230,500,1365,512)
byline: ΛΩΡΕΝΣ ΜΑΛΚΙΝ xyxy=(733,1565,815,1577)
headline: ΟΥΔΕΜΙΑ ΣΚΕΨΙΣ ΕΓΕΝΕΤΟ ΠΕΡΙ ΜΕΤΑΒΟΛΗΣ ΤΗΣ ΜΟΡΦΗΣ ΤΟΥ ΟΡΓΑΝΙΣΜΟΥ ΤΟΥΡΙΣΜΟΥ xyxy=(1017,941,1578,984)
